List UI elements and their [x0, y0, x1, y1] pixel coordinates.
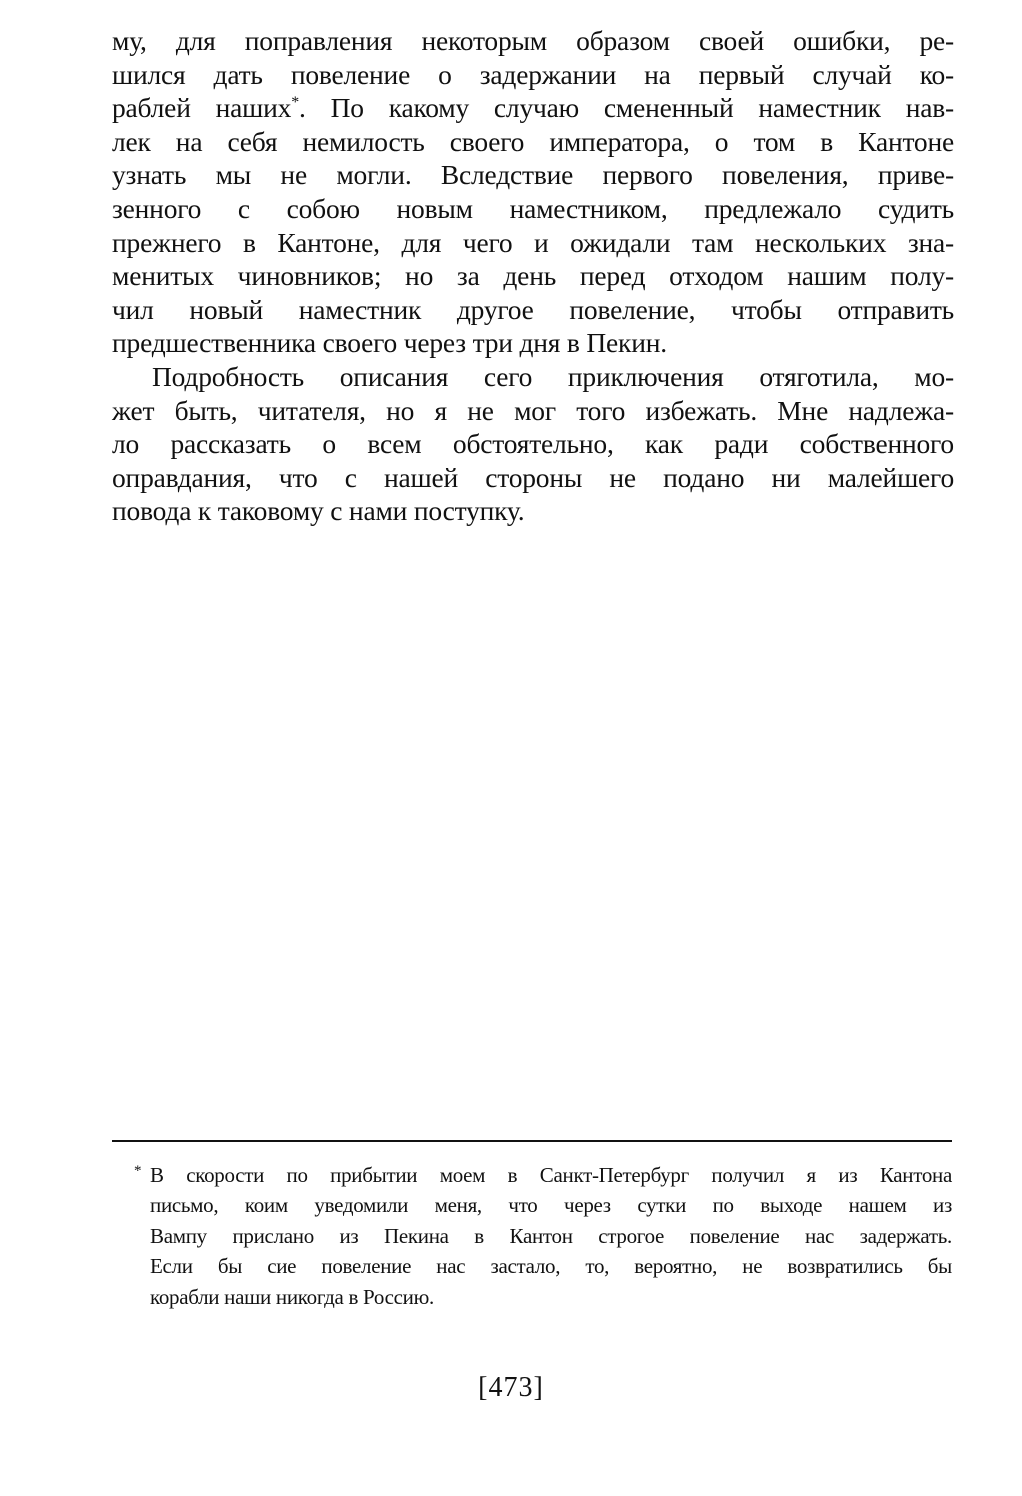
text-line: повода к таковому с нами поступку. — [112, 495, 525, 527]
footnote-text: В скорости по прибытии моем в Санкт-Петербург получил я из Кантона — [150, 1163, 952, 1187]
main-text-block — [112, 24, 954, 528]
footnote-marker: * — [134, 1163, 142, 1179]
footnote — [134, 1160, 952, 1312]
text-line: Подробность описания сего приключения отяготила, мо- — [152, 360, 954, 392]
footnote-reference[interactable]: * — [291, 94, 299, 112]
footnote-line: Вампу прислано из Пекина в Кантон строгое повеление нас задержать. — [150, 1223, 952, 1248]
text-line: менитых чиновников; но за день перед отходом нашим полу- — [112, 260, 954, 292]
footnote-line: корабли наши никогда в Россию. — [150, 1284, 434, 1309]
text-line: чил новый наместник другое повеление, чтобы отправить — [112, 293, 954, 325]
footnote-line — [134, 1160, 952, 1190]
text-line: зенного с собою новым наместником, предлежало судить — [112, 192, 954, 224]
text-line: ло рассказать о всем обстоятельно, как ради собственного — [112, 428, 954, 460]
footnote-line: письмо, коим уведомили меня, что через сутки по выходе нашем из — [150, 1193, 952, 1218]
text-fragment: . По какому случаю смененный наместник нав- — [299, 92, 954, 124]
paragraph-1 — [112, 24, 954, 360]
page-number: [473] — [478, 1372, 544, 1403]
text-line: жет быть, читателя, но я не мог того избежать. Мне надлежа- — [112, 394, 954, 426]
text-line — [112, 91, 954, 125]
paragraph-2 — [112, 360, 954, 528]
text-line: узнать мы не могли. Вследствие первого повеления, приве- — [112, 159, 954, 191]
footnote-separator — [112, 1140, 952, 1142]
text-line: шился дать повеление о задержании на первый случай ко- — [112, 58, 954, 90]
text-line: лек на себя немилость своего императора, о том в Кантоне — [112, 125, 954, 157]
footnote-line: Если бы сие повеление нас застало, то, вероятно, не возвратились бы — [150, 1254, 952, 1279]
text-line: оправдания, что с нашей стороны не подано ни малейшего — [112, 461, 954, 493]
text-line: прежнего в Кантоне, для чего и ожидали там нескольких зна- — [112, 226, 954, 258]
text-line: му, для поправления некоторым образом своей ошибки, ре- — [112, 25, 954, 56]
text-line: предшественника своего через три дня в Пекин. — [112, 327, 667, 359]
text-fragment: раблей наших — [112, 92, 292, 124]
